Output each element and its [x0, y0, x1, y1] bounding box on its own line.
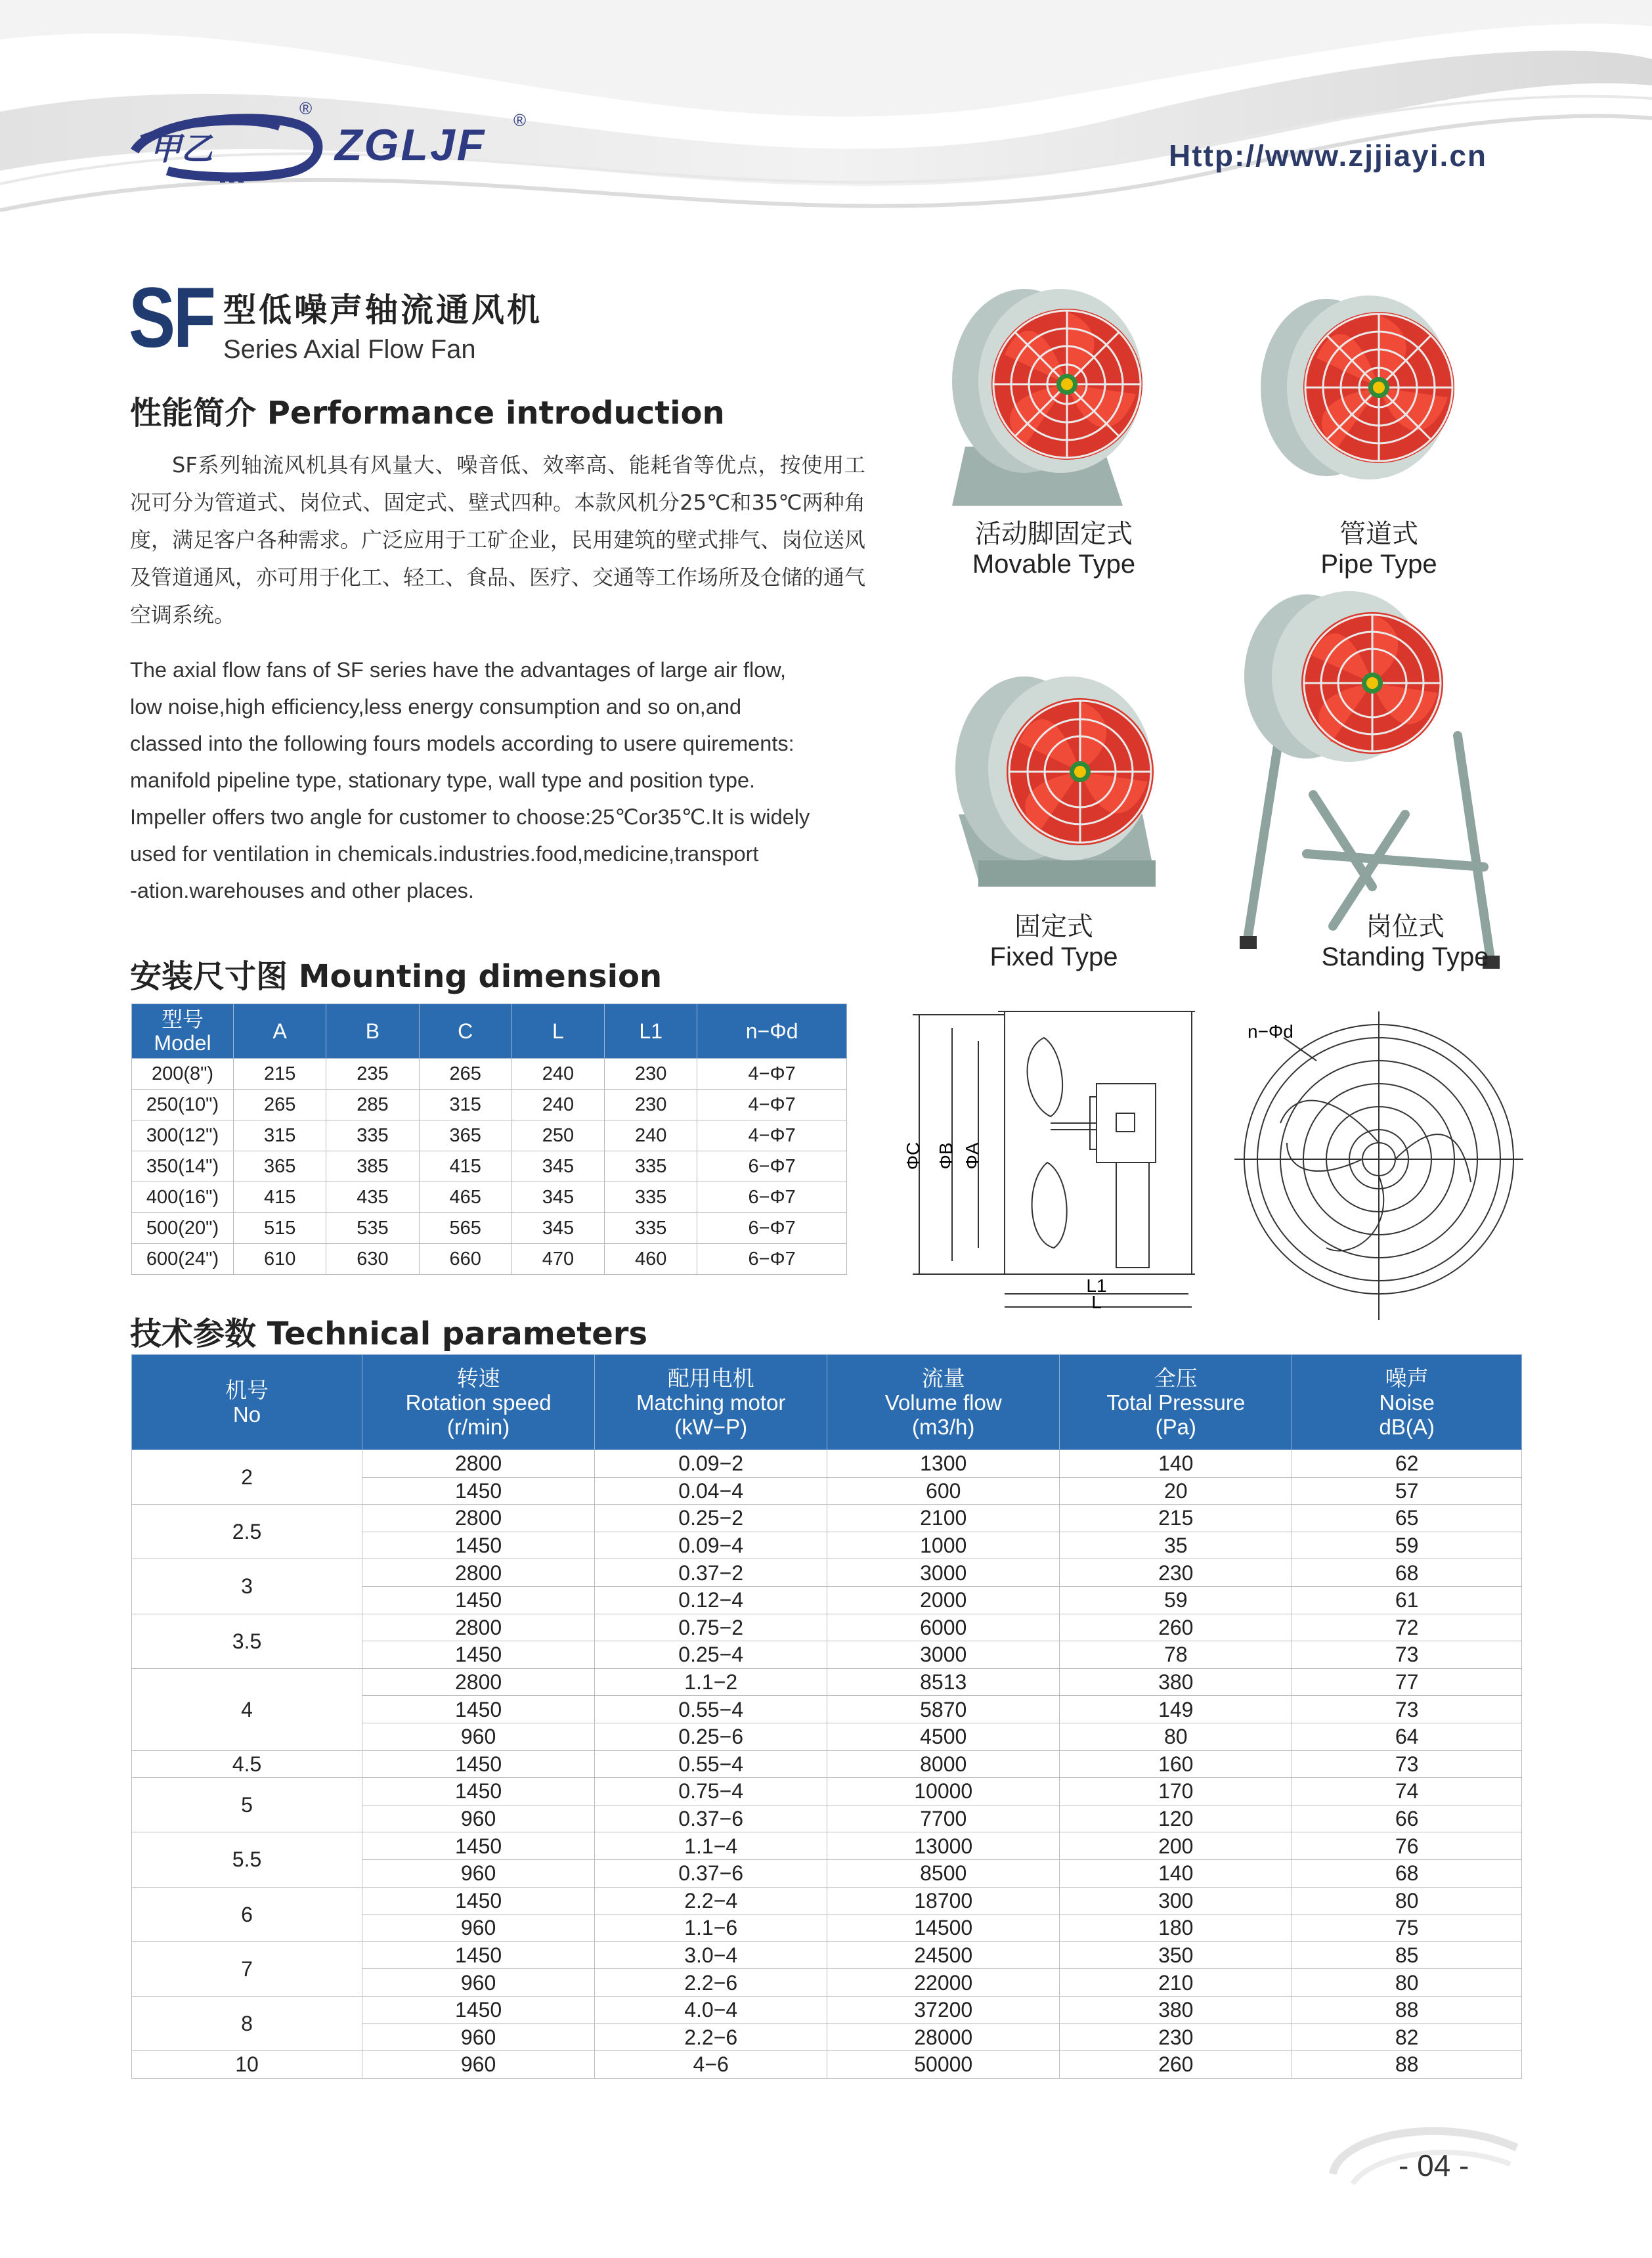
table-cell: 140	[1060, 1859, 1292, 1887]
header-line: Matching motor	[636, 1390, 786, 1415]
column-header	[1292, 1355, 1522, 1450]
table-cell: 1450	[362, 1832, 595, 1860]
table-cell: 0.55−4	[595, 1750, 827, 1778]
machine-number-cell: 6	[132, 1887, 362, 1941]
header-cn: 型号	[161, 1007, 204, 1031]
table-cell: 1450	[362, 1996, 595, 2024]
fan-caption-cn: 管道式	[1339, 519, 1418, 549]
intro-text-cn	[130, 447, 865, 634]
table-cell: 1450	[362, 1750, 595, 1778]
table-cell: 0.25−2	[595, 1505, 827, 1532]
table-row	[132, 1750, 1522, 1778]
table-cell: 235	[326, 1059, 419, 1090]
table-cell: 435	[326, 1182, 419, 1213]
table-row	[132, 1559, 1522, 1587]
table-cell: 3000	[827, 1559, 1060, 1587]
table-cell: 1450	[362, 1641, 595, 1669]
table-row	[132, 1941, 1522, 1969]
intro-line: low noise,high efficiency,less energy consumption and so on,and	[130, 695, 742, 719]
table-cell: 0.25−6	[595, 1723, 827, 1750]
table-cell: 72	[1292, 1614, 1522, 1641]
table-cell: 345	[511, 1151, 604, 1182]
table-cell: 7700	[827, 1805, 1060, 1832]
table-cell: 240	[511, 1059, 604, 1090]
table-row	[132, 1778, 1522, 1805]
column-header: A	[234, 1004, 326, 1059]
table-cell: 960	[362, 1723, 595, 1750]
table-cell: 88	[1292, 1996, 1522, 2024]
table-cell: 50000	[827, 2051, 1060, 2079]
machine-number-cell: 4	[132, 1668, 362, 1750]
table-cell: 77	[1292, 1668, 1522, 1696]
table-cell: 1450	[362, 1532, 595, 1559]
table-cell: 120	[1060, 1805, 1292, 1832]
table-cell: 265	[234, 1090, 326, 1120]
table-row	[132, 1059, 847, 1090]
table-cell: 1450	[362, 1696, 595, 1723]
table-cell: 2.2−6	[595, 1969, 827, 1997]
intro-text-en	[130, 652, 865, 909]
table-cell: 200(8")	[132, 1059, 234, 1090]
header-line: 流量	[921, 1365, 965, 1390]
table-cell: 240	[605, 1120, 697, 1151]
table-cell: 465	[419, 1182, 511, 1213]
table-cell: 85	[1292, 1941, 1522, 1969]
table-cell: 240	[511, 1090, 604, 1120]
fan-caption-cn: 活动脚固定式	[975, 519, 1133, 549]
table-cell: 4500	[827, 1723, 1060, 1750]
table-cell: 380	[1060, 1668, 1292, 1696]
table-row	[132, 1832, 1522, 1860]
table-cell: 0.25−4	[595, 1641, 827, 1669]
table-cell: 350(14")	[132, 1151, 234, 1182]
table-cell: 0.75−4	[595, 1778, 827, 1805]
table-cell: 64	[1292, 1723, 1522, 1750]
table-cell: 2.2−4	[595, 1887, 827, 1915]
table-cell: 37200	[827, 1996, 1060, 2024]
column-header: n−Φd	[697, 1004, 847, 1059]
table-row	[132, 1505, 1522, 1532]
drawing-label: L1	[1086, 1275, 1107, 1296]
table-cell: 28000	[827, 2024, 1060, 2051]
table-cell: 2800	[362, 1450, 595, 1478]
table-cell: 59	[1060, 1586, 1292, 1614]
table-cell: 2.2−6	[595, 2024, 827, 2051]
table-row	[132, 1614, 1522, 1641]
table-cell: 960	[362, 1805, 595, 1832]
table-cell: 0.09−2	[595, 1450, 827, 1478]
table-cell: 600(24")	[132, 1244, 234, 1275]
intro-line: used for ventilation in chemicals.industries.food,medicine,transport	[130, 842, 759, 866]
table-cell: 6−Φ7	[697, 1182, 847, 1213]
header-line: No	[232, 1402, 261, 1427]
fan-caption-standing	[1287, 912, 1523, 972]
table-cell: 0.12−4	[595, 1586, 827, 1614]
table-cell: 660	[419, 1244, 511, 1275]
table-cell: 1450	[362, 1778, 595, 1805]
table-cell: 1300	[827, 1450, 1060, 1478]
table-cell: 1.1−6	[595, 1915, 827, 1942]
column-header: L	[511, 1004, 604, 1059]
fan-caption-cn: 岗位式	[1366, 912, 1445, 942]
intro-line: -ation.warehouses and other places.	[130, 879, 474, 902]
table-cell: 345	[511, 1182, 604, 1213]
table-cell: 74	[1292, 1778, 1522, 1805]
table-cell: 230	[605, 1090, 697, 1120]
table-cell: 4−Φ7	[697, 1090, 847, 1120]
table-cell: 75	[1292, 1915, 1522, 1942]
table-cell: 335	[605, 1182, 697, 1213]
machine-number-cell: 3.5	[132, 1614, 362, 1668]
table-cell: 5870	[827, 1696, 1060, 1723]
table-cell: 3000	[827, 1641, 1060, 1669]
table-row	[132, 1668, 1522, 1696]
column-header-model	[132, 1004, 234, 1059]
table-cell: 215	[1060, 1505, 1292, 1532]
technical-parameters-table	[131, 1354, 1522, 2079]
table-cell: 140	[1060, 1450, 1292, 1478]
table-cell: 6−Φ7	[697, 1244, 847, 1275]
table-cell: 170	[1060, 1778, 1292, 1805]
table-cell: 210	[1060, 1969, 1292, 1997]
table-row	[132, 1151, 847, 1182]
table-cell: 230	[1060, 2024, 1292, 2051]
table-cell: 80	[1292, 1969, 1522, 1997]
table-cell: 565	[419, 1213, 511, 1244]
table-cell: 535	[326, 1213, 419, 1244]
header-line: Volume flow	[884, 1390, 1002, 1415]
table-cell: 415	[419, 1151, 511, 1182]
intro-line: Impeller offers two angle for customer to choose:25℃or35℃.It is widely	[130, 805, 810, 829]
table-cell: 68	[1292, 1559, 1522, 1587]
table-cell: 230	[605, 1059, 697, 1090]
header-line: Noise	[1379, 1390, 1435, 1415]
table-cell: 2800	[362, 1559, 595, 1587]
table-row	[132, 1244, 847, 1275]
header-line: (Pa)	[1155, 1414, 1196, 1439]
table-cell: 385	[326, 1151, 419, 1182]
table-cell: 3.0−4	[595, 1941, 827, 1969]
table-cell: 8513	[827, 1668, 1060, 1696]
machine-number-cell: 2	[132, 1450, 362, 1505]
movable-type-fan-image	[926, 282, 1175, 519]
table-cell: 2800	[362, 1505, 595, 1532]
table-cell: 345	[511, 1213, 604, 1244]
drawing-label: ΦC	[903, 1141, 923, 1170]
header-line: (r/min)	[446, 1414, 510, 1439]
performance-heading: 性能简介 Performance introduction	[130, 395, 725, 432]
fan-caption-cn: 固定式	[1014, 912, 1093, 942]
table-cell: 250	[511, 1120, 604, 1151]
front-view-drawing	[1234, 1011, 1523, 1327]
table-cell: 265	[419, 1059, 511, 1090]
intro-paragraph-cn: SF系列轴流风机具有风量大、噪音低、效率高、能耗省等优点，按使用工况可分为管道式、岗位式、固定式、壁式四种。本款风机分25℃和35℃两种角度，满足客户各种需求。广泛应用于工矿企业，民用建筑的壁式排气、岗位送风及管道通风，亦可用于化工、轻工、食品、医疗、交通等工作场所及仓储的通气空调系统。	[130, 453, 866, 627]
table-cell: 1450	[362, 1887, 595, 1915]
header-line: Total Pressure	[1106, 1390, 1246, 1415]
table-cell: 88	[1292, 2051, 1522, 2079]
table-cell: 160	[1060, 1750, 1292, 1778]
header-en: Model	[154, 1031, 211, 1055]
table-cell: 80	[1060, 1723, 1292, 1750]
table-cell: 1000	[827, 1532, 1060, 1559]
fan-caption-en: Fixed Type	[989, 942, 1118, 971]
table-cell: 66	[1292, 1805, 1522, 1832]
table-cell: 1450	[362, 1941, 595, 1969]
table-cell: 1.1−4	[595, 1832, 827, 1860]
table-cell: 4−6	[595, 2051, 827, 2079]
table-cell: 73	[1292, 1641, 1522, 1669]
table-cell: 4.0−4	[595, 1996, 827, 2024]
table-row	[132, 1213, 847, 1244]
table-cell: 18700	[827, 1887, 1060, 1915]
registered-mark: ®	[299, 99, 313, 118]
table-cell: 0.55−4	[595, 1696, 827, 1723]
table-cell: 460	[605, 1244, 697, 1275]
table-row	[132, 2051, 1522, 2079]
table-cell: 250(10")	[132, 1090, 234, 1120]
table-cell: 6−Φ7	[697, 1151, 847, 1182]
table-cell: 0.04−4	[595, 1477, 827, 1505]
table-cell: 300	[1060, 1887, 1292, 1915]
table-row	[132, 1090, 847, 1120]
machine-number-cell: 10	[132, 2051, 362, 2079]
table-cell: 500(20")	[132, 1213, 234, 1244]
column-header	[827, 1355, 1060, 1450]
table-cell: 8000	[827, 1750, 1060, 1778]
machine-number-cell: 7	[132, 1941, 362, 1996]
table-cell: 315	[419, 1090, 511, 1120]
table-cell: 78	[1060, 1641, 1292, 1669]
table-cell: 61	[1292, 1586, 1522, 1614]
header-line: (m3/h)	[912, 1414, 975, 1439]
mounting-dimension-table	[131, 1004, 847, 1275]
table-cell: 6−Φ7	[697, 1213, 847, 1244]
table-cell: 960	[362, 1915, 595, 1942]
page-number: - 04 -	[1399, 2148, 1469, 2182]
machine-number-cell: 3	[132, 1559, 362, 1614]
table-cell: 24500	[827, 1941, 1060, 1969]
table-cell: 1450	[362, 1477, 595, 1505]
column-header	[132, 1355, 362, 1450]
table-cell: 0.37−6	[595, 1859, 827, 1887]
table-cell: 22000	[827, 1969, 1060, 1997]
table-cell: 4−Φ7	[697, 1120, 847, 1151]
table-cell: 380	[1060, 1996, 1292, 2024]
table-cell: 68	[1292, 1859, 1522, 1887]
table-cell: 180	[1060, 1915, 1292, 1942]
machine-number-cell: 5.5	[132, 1832, 362, 1887]
registered-mark-2: ®	[513, 110, 527, 130]
table-cell: 149	[1060, 1696, 1292, 1723]
table-cell: 0.37−6	[595, 1805, 827, 1832]
table-cell: 57	[1292, 1477, 1522, 1505]
table-row	[132, 1450, 1522, 1478]
table-row	[132, 1887, 1522, 1915]
table-cell: 0.75−2	[595, 1614, 827, 1641]
table-cell: 1.1−2	[595, 1668, 827, 1696]
table-row	[132, 1182, 847, 1213]
technical-heading: 技术参数 Technical parameters	[130, 1316, 648, 1352]
fan-caption-movable	[936, 519, 1172, 579]
side-view-drawing	[900, 998, 1208, 1327]
column-header	[362, 1355, 595, 1450]
table-cell: 6000	[827, 1614, 1060, 1641]
drawing-label: ΦA	[962, 1142, 982, 1170]
page-title-cn: 型低噪声轴流通风机	[223, 291, 542, 329]
table-cell: 260	[1060, 1614, 1292, 1641]
column-header	[595, 1355, 827, 1450]
table-cell: 335	[326, 1120, 419, 1151]
table-cell: 230	[1060, 1559, 1292, 1587]
fan-caption-en: Pipe Type	[1320, 550, 1437, 579]
table-cell: 2000	[827, 1586, 1060, 1614]
header-line: dB(A)	[1379, 1414, 1435, 1439]
header-line: 全压	[1154, 1365, 1198, 1390]
table-cell: 960	[362, 2051, 595, 2079]
table-cell: 260	[1060, 2051, 1292, 2079]
table-cell: 0.37−2	[595, 1559, 827, 1587]
mounting-heading: 安装尺寸图 Mounting dimension	[130, 958, 663, 995]
fan-caption-fixed	[936, 912, 1172, 972]
table-cell: 960	[362, 1969, 595, 1997]
table-header-row	[132, 1355, 1522, 1450]
website-url: Http://www.zjjiayi.cn	[1169, 139, 1487, 173]
table-cell: 400(16")	[132, 1182, 234, 1213]
table-cell: 59	[1292, 1532, 1522, 1559]
intro-line: The axial flow fans of SF series have the advantages of large air flow,	[130, 658, 787, 682]
machine-number-cell: 5	[132, 1778, 362, 1832]
table-cell: 8500	[827, 1859, 1060, 1887]
table-cell: 515	[234, 1213, 326, 1244]
table-cell: 20	[1060, 1477, 1292, 1505]
table-cell: 2800	[362, 1668, 595, 1696]
table-cell: 315	[234, 1120, 326, 1151]
page-title-en: Series Axial Flow Fan	[223, 335, 476, 364]
machine-number-cell: 8	[132, 1996, 362, 2050]
table-cell: 600	[827, 1477, 1060, 1505]
column-header: B	[326, 1004, 419, 1059]
column-header: C	[419, 1004, 511, 1059]
table-cell: 960	[362, 2024, 595, 2051]
column-header: L1	[605, 1004, 697, 1059]
table-cell: 2100	[827, 1505, 1060, 1532]
table-cell: 365	[419, 1120, 511, 1151]
table-cell: 335	[605, 1151, 697, 1182]
table-cell: 335	[605, 1213, 697, 1244]
table-cell: 470	[511, 1244, 604, 1275]
table-cell: 10000	[827, 1778, 1060, 1805]
table-cell: 285	[326, 1090, 419, 1120]
table-cell: 0.09−4	[595, 1532, 827, 1559]
intro-line: classed into the following fours models according to usere quirements:	[130, 732, 794, 755]
header-line: Rotation speed	[405, 1390, 552, 1415]
column-header	[1060, 1355, 1292, 1450]
machine-number-cell: 4.5	[132, 1750, 362, 1778]
header-line: 转速	[456, 1365, 500, 1390]
machine-number-cell: 2.5	[132, 1505, 362, 1559]
pipe-type-fan-image	[1248, 289, 1497, 512]
table-cell: 76	[1292, 1832, 1522, 1860]
table-cell: 365	[234, 1151, 326, 1182]
header-line: 噪声	[1385, 1365, 1429, 1390]
drawing-label: L	[1091, 1292, 1102, 1312]
table-cell: 350	[1060, 1941, 1292, 1969]
table-cell: 65	[1292, 1505, 1522, 1532]
table-cell: 4−Φ7	[697, 1059, 847, 1090]
fan-caption-en: Movable Type	[972, 550, 1136, 579]
table-cell: 300(12")	[132, 1120, 234, 1151]
table-cell: 35	[1060, 1532, 1292, 1559]
header-line: 机号	[225, 1378, 269, 1402]
intro-line: manifold pipeline type, stationary type, wall type and position type.	[130, 768, 756, 792]
table-cell: 200	[1060, 1832, 1292, 1860]
table-cell: 415	[234, 1182, 326, 1213]
table-cell: 960	[362, 1859, 595, 1887]
table-header-row	[132, 1004, 847, 1059]
table-cell: 13000	[827, 1832, 1060, 1860]
table-cell: 630	[326, 1244, 419, 1275]
table-cell: 14500	[827, 1915, 1060, 1942]
drawing-label: n−Φd	[1248, 1021, 1293, 1042]
fan-caption-pipe	[1261, 519, 1497, 579]
table-cell: 82	[1292, 2024, 1522, 2051]
header-line: (kW−P)	[674, 1414, 748, 1439]
logo-chinese-text: 甲乙	[150, 131, 213, 167]
fan-caption-en: Standing Type	[1321, 942, 1489, 971]
fixed-type-fan-image	[939, 663, 1188, 900]
table-row	[132, 1120, 847, 1151]
table-cell: 62	[1292, 1450, 1522, 1478]
drawing-label: ΦB	[936, 1142, 956, 1170]
table-cell: 73	[1292, 1696, 1522, 1723]
table-cell: 73	[1292, 1750, 1522, 1778]
logo-wordmark: ZGLJF	[335, 120, 487, 170]
table-cell: 2800	[362, 1614, 595, 1641]
table-row	[132, 1996, 1522, 2024]
table-cell: 610	[234, 1244, 326, 1275]
series-mark: SF	[129, 269, 214, 365]
header-line: 配用电机	[667, 1365, 754, 1390]
table-cell: 80	[1292, 1887, 1522, 1915]
table-cell: 1450	[362, 1586, 595, 1614]
table-cell: 215	[234, 1059, 326, 1090]
